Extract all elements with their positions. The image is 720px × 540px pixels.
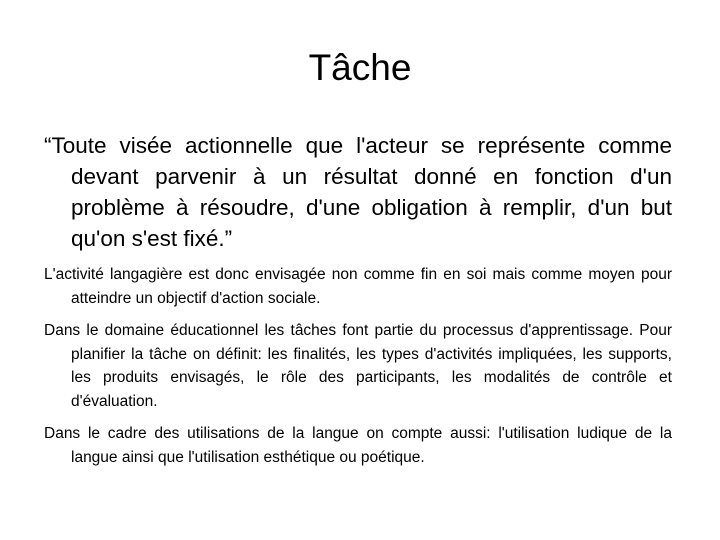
paragraph-activite: L'activité langagière est donc envisagée non comme fin en soi mais comme moyen pour atteindre un objectif d'action sociale. bbox=[44, 266, 672, 307]
definition-quote: “Toute visée actionnelle que l'acteur se représente comme devant parvenir à un résultat donné en fonction d'un problème à résoudre, d'une obligation à remplir, d'un but qu'on s'est fixé.” bbox=[44, 133, 672, 251]
slide-title: Tâche bbox=[308, 47, 412, 88]
paragraph-cadre-utilisations: Dans le cadre des utilisations de la langue on compte aussi: l'utilisation ludique de la langue ainsi que l'utilisation esthétique ou poétique. bbox=[44, 425, 672, 466]
slide-body bbox=[44, 130, 672, 478]
paragraph-domaine-educationnel: Dans le domaine éducationnel les tâches font partie du processus d'apprentissage. Pour planifier la tâche on définit: les finalités, les types d'activités impliquées, les supports, les produits envisagés, le rôle des participants, les modalités de contrôle et d'évaluation. bbox=[44, 322, 672, 410]
